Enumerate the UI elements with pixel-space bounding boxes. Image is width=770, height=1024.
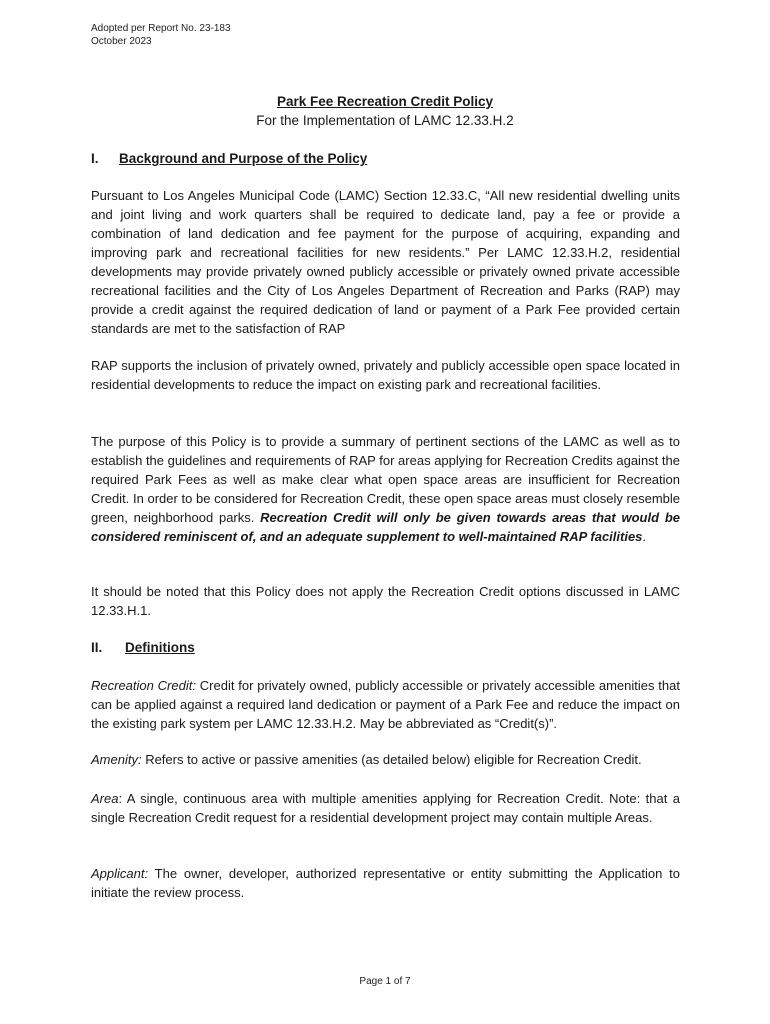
adopted-report-line: Adopted per Report No. 23-183 [91,23,231,34]
page-number: Page 1 of 7 [359,976,411,987]
background-paragraph-1: Pursuant to Los Angeles Municipal Code (LAMC) Section 12.33.C, “All new residential dwelling units and joint living and work quarters shall be required to dedicate land, pay a fee or provide a combination of land dedication and fee payment for the purpose of acquiring, expanding and improving park and recreational facilities for new residents.” Per LAMC 12.33.H.2, residential developments may provide privately owned publicly accessible or privately owned private accessible recreational facilities and the City of Los Angeles Department of Recreation and Parks (RAP) may provide a credit against the required dedication of land or payment of a Park Fee provided certain standards are met to the satisfaction of RAP [91,188,680,336]
purpose-period: . [642,529,647,544]
definition-text: The owner, developer, authorized representative or entity submitting the Application to initiate the review process. [91,866,680,900]
section-2-title: Definitions [125,640,195,655]
background-paragraph-2: RAP supports the inclusion of privately owned, privately and publicly accessible open space located in residential developments to reduce the impact on existing park and recreational facilities. [91,358,680,392]
definition-text: : A single, continuous area with multiple amenities applying for Recreation Credit. Note: that a single Recreation Credit request for a residential development project may contain multiple Areas. [91,791,680,825]
definition-term: Amenity: [91,752,142,767]
section-1-title: Background and Purpose of the Policy [119,151,368,166]
section-2-heading [91,638,195,657]
page-title: Park Fee Recreation Credit Policy [276,94,494,109]
definition-area [91,789,680,827]
definition-text: Credit for privately owned, publicly accessible or privately accessible amenities that can be applied against a required land dedication or payment of a Park Fee and reduce the impact on the existing park system per LAMC 12.33.H.2. May be abbreviated as “Credit(s)”. [91,678,680,731]
definition-term: Applicant: [91,866,149,881]
definition-term: Recreation Credit: [91,678,196,693]
section-1-number: I. [91,151,99,166]
page-subtitle: For the Implementation of LAMC 12.33.H.2 [256,113,514,128]
definition-amenity [91,750,680,769]
background-paragraph-4: It should be noted that this Policy does not apply the Recreation Credit options discussed in LAMC 12.33.H.1. [91,584,680,618]
adoption-note [91,22,231,48]
title-block [0,92,770,130]
definition-recreation-credit [91,676,680,733]
definition-applicant [91,864,680,902]
background-paragraph-3 [91,432,680,546]
definition-text: Refers to active or passive amenities (as detailed below) eligible for Recreation Credit. [141,752,642,767]
section-1-heading [91,149,368,168]
section-2-number: II. [91,640,103,655]
purpose-text: The purpose of this Policy is to provide a summary of pertinent sections of the LAMC as well as to establish the guidelines and requirements of RAP for areas applying for Recreation Credits against the required Park Fees as well as make clear what open space areas are insufficient for Recreation Credit. In order to be considered for Recreation Credit, these open space areas must closely resemble green, neighborhood parks. [91,434,680,525]
definition-term: Area [91,791,119,806]
purpose-emphasis: Recreation Credit will only be given towards areas that would be considered reminiscent of, and an adequate supplement to well-maintained RAP facilities [91,510,680,544]
adopted-date-line: October 2023 [91,36,152,47]
